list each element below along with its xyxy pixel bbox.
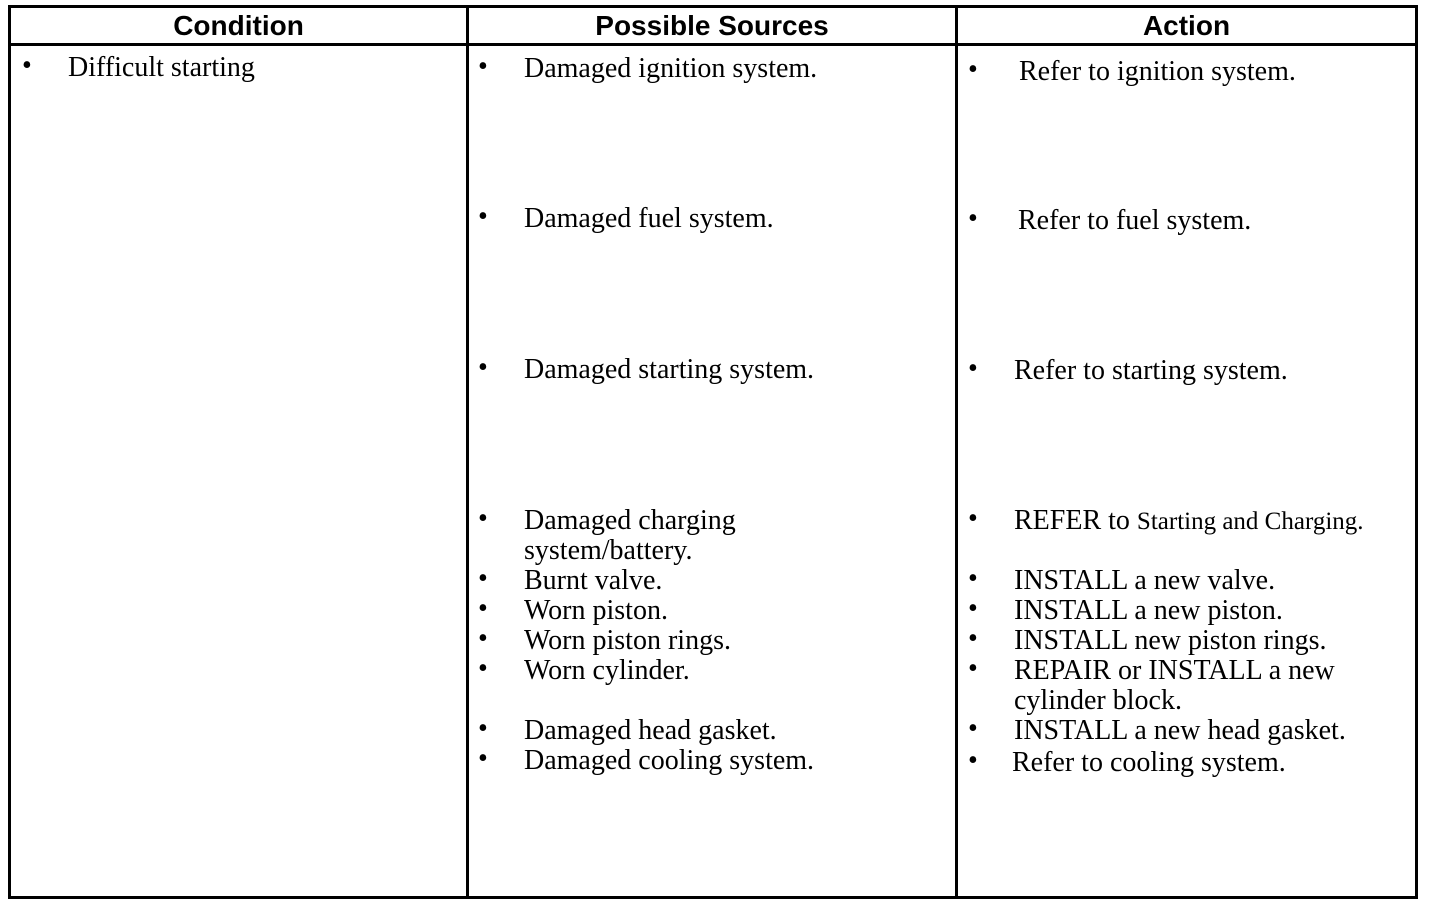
bullet: • — [478, 593, 488, 624]
source-text: Damaged charging — [524, 505, 736, 536]
table-border-left — [8, 5, 11, 899]
action-text: INSTALL a new valve. — [1014, 565, 1276, 596]
bullet: • — [478, 653, 488, 684]
header-condition: Condition — [173, 10, 304, 41]
source-text: Damaged cooling system. — [524, 745, 815, 776]
action-text: Refer to cooling system. — [1012, 747, 1286, 778]
bullet: • — [478, 713, 488, 744]
bullet: • — [478, 743, 488, 774]
bullet: • — [478, 51, 488, 82]
action-text: INSTALL a new head gasket. — [1014, 715, 1346, 746]
source-text: Worn piston rings. — [524, 625, 731, 656]
header-possible-sources: Possible Sources — [595, 10, 829, 41]
bullet: • — [968, 203, 978, 234]
action-text: INSTALL new piston rings. — [1014, 625, 1327, 656]
column-divider-2 — [955, 5, 958, 899]
header-action: Action — [1142, 10, 1231, 41]
action-text — [1014, 506, 1364, 537]
bullet: • — [478, 503, 488, 534]
source-text: system/battery. — [524, 535, 693, 566]
source-text: Damaged starting system. — [524, 354, 815, 385]
bullet: • — [968, 593, 978, 624]
source-text: Damaged fuel system. — [524, 203, 774, 234]
action-verb: REFER to — [1014, 505, 1130, 536]
bullet: • — [478, 623, 488, 654]
bullet: • — [478, 563, 488, 594]
bullet: • — [968, 353, 978, 384]
action-text: cylinder block. — [1014, 685, 1182, 716]
bullet: • — [968, 713, 978, 744]
bullet: • — [968, 54, 978, 85]
bullet: • — [968, 745, 978, 776]
bullet: • — [478, 201, 488, 232]
table-border-right — [1415, 5, 1418, 899]
bullet: • — [968, 503, 978, 534]
column-divider-1 — [466, 5, 469, 899]
source-text: Damaged ignition system. — [524, 53, 818, 84]
action-text: Refer to fuel system. — [1018, 205, 1252, 236]
source-text: Worn piston. — [524, 595, 668, 626]
condition-text: Difficult starting — [68, 52, 255, 83]
action-text: Refer to starting system. — [1014, 355, 1288, 386]
bullet: • — [968, 653, 978, 684]
bullet: • — [968, 623, 978, 654]
bullet: • — [968, 563, 978, 594]
table-border-bottom — [8, 896, 1418, 899]
bullet: • — [478, 352, 488, 383]
source-text: Damaged head gasket. — [524, 715, 777, 746]
source-text: Burnt valve. — [524, 565, 663, 596]
action-text: Refer to ignition system. — [1019, 56, 1296, 87]
bullet: • — [22, 50, 32, 81]
source-text: Worn cylinder. — [524, 655, 690, 686]
action-text: REPAIR or INSTALL a new — [1014, 655, 1335, 686]
action-text: INSTALL a new piston. — [1014, 595, 1283, 626]
action-target: Starting and Charging. — [1136, 508, 1364, 535]
